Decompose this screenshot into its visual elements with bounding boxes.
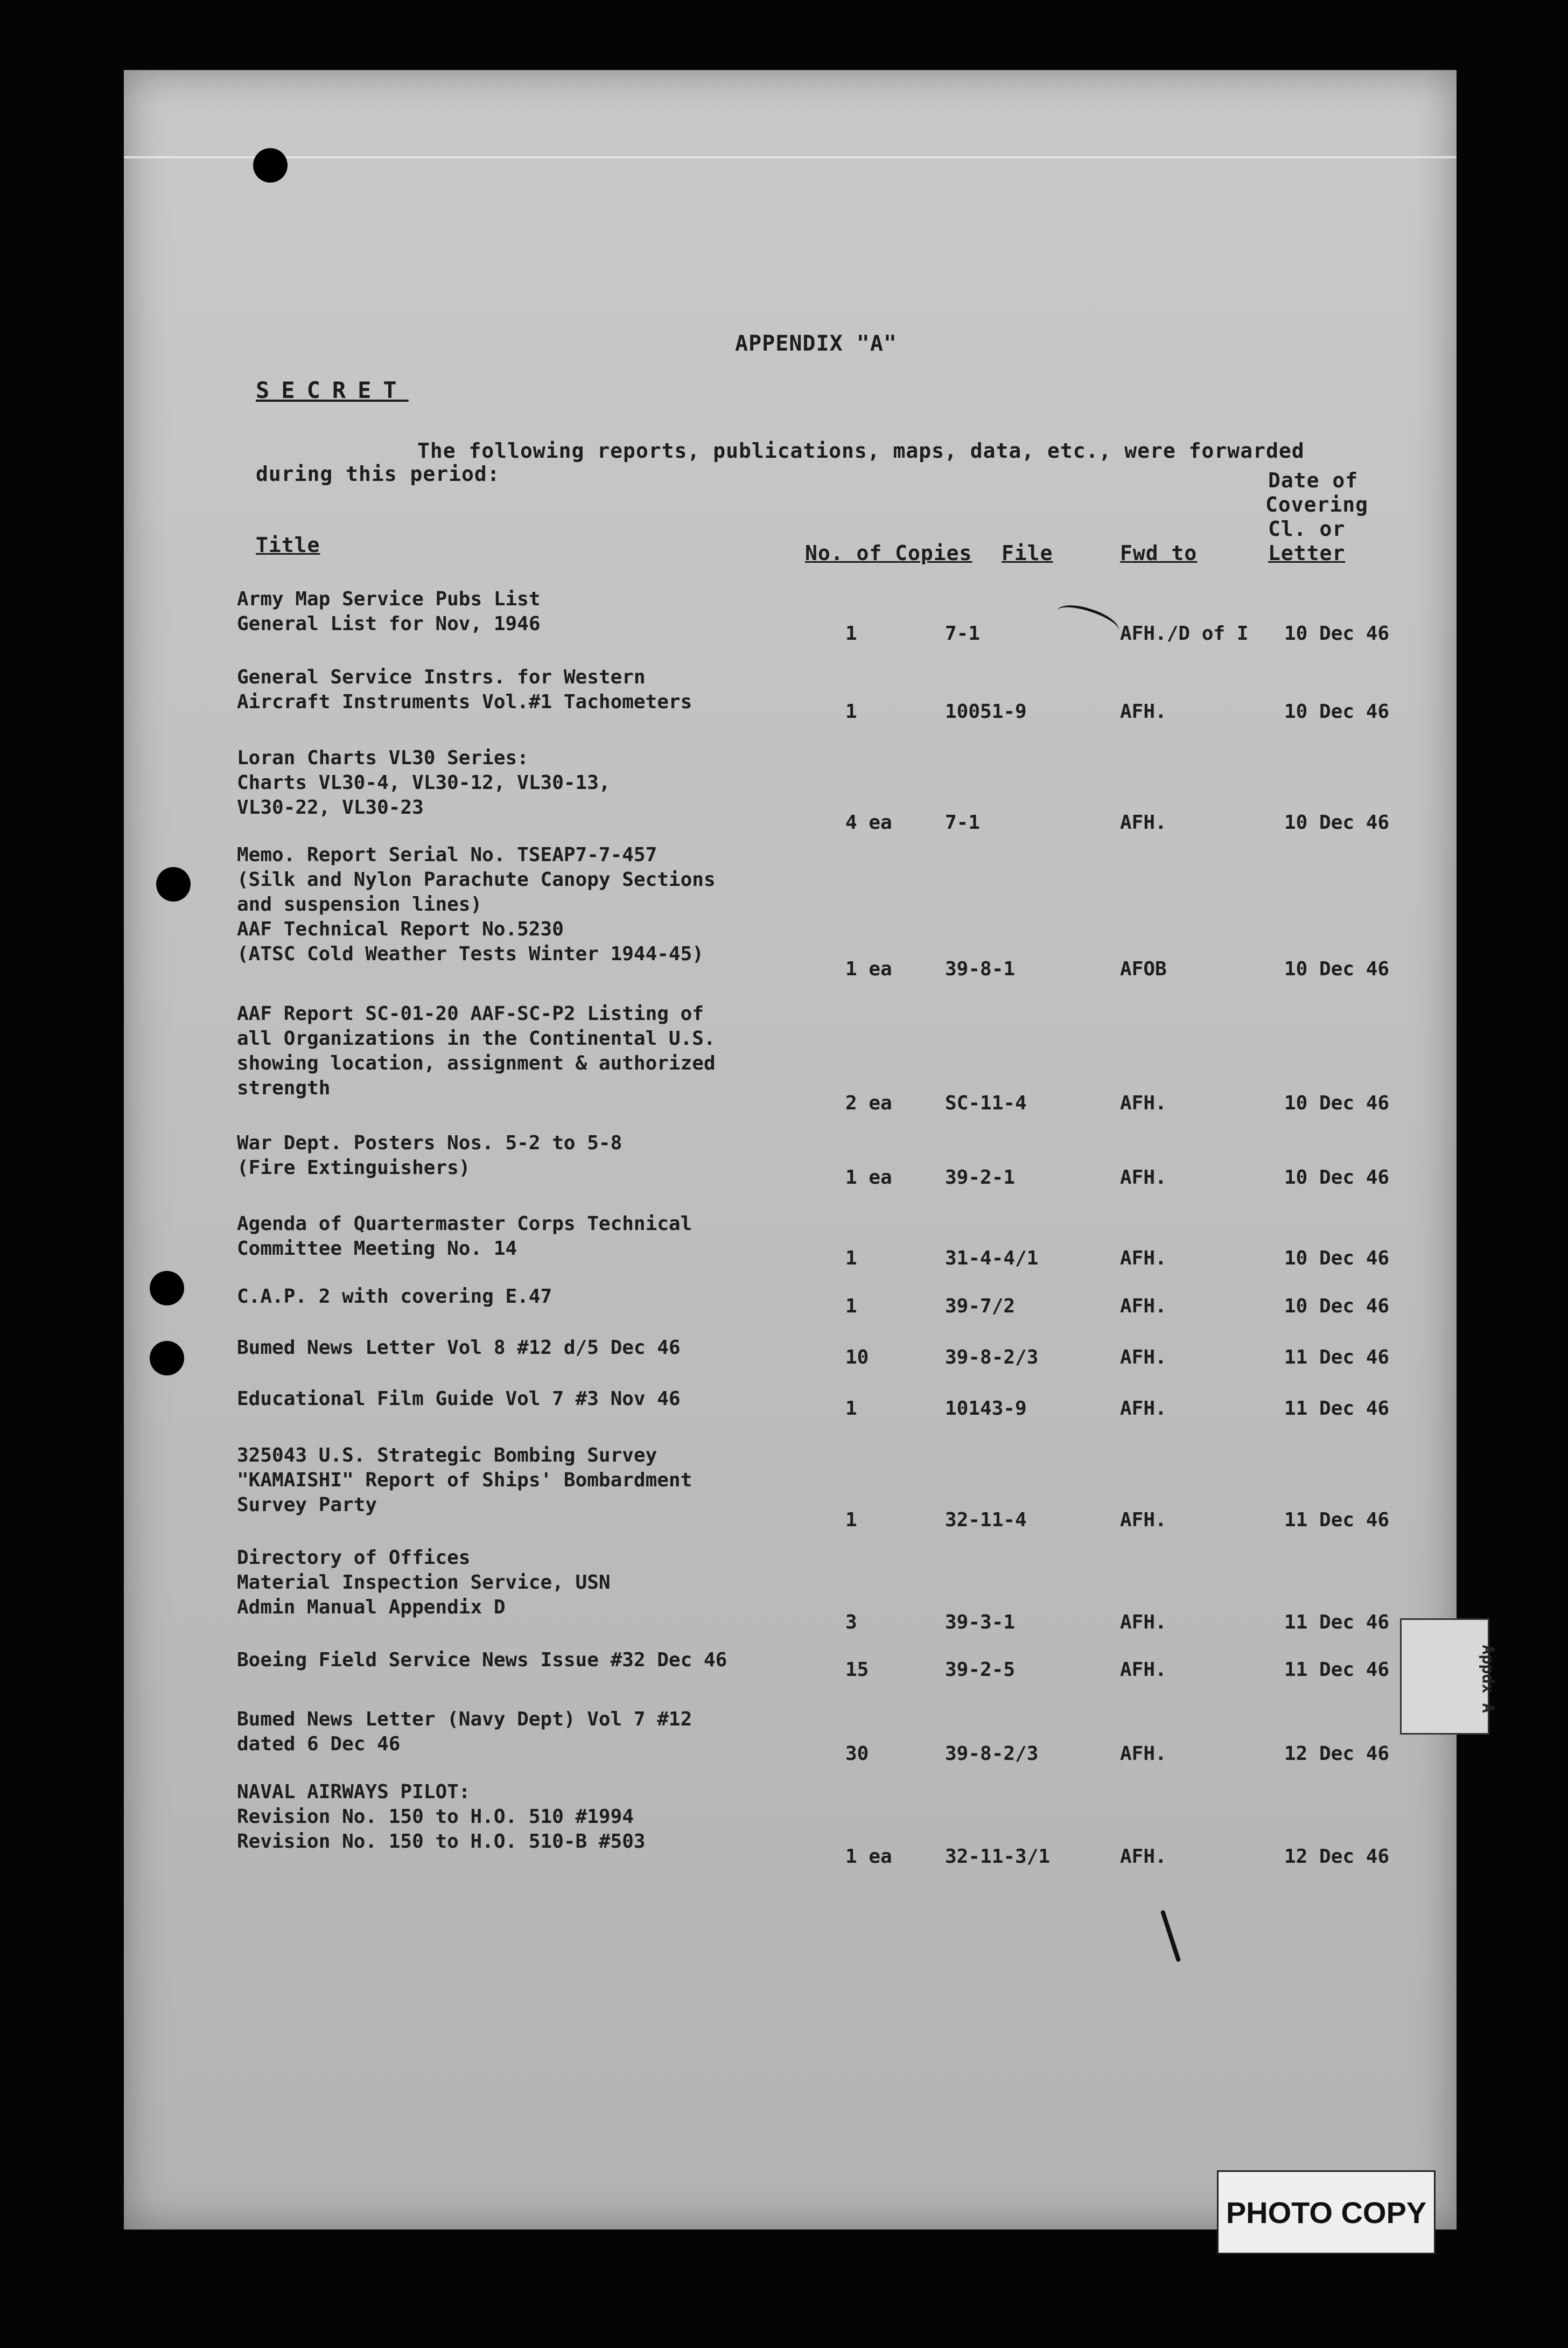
date-col-head-3: Cl. or bbox=[1268, 517, 1346, 541]
entry-date: 11 Dec 46 bbox=[1284, 1346, 1390, 1368]
entry-file: 10143-9 bbox=[945, 1397, 1027, 1420]
entry-date: 11 Dec 46 bbox=[1284, 1659, 1390, 1681]
date-col-head-4: Letter bbox=[1268, 541, 1346, 565]
date-col-head-2: Covering bbox=[1265, 493, 1369, 516]
copies-col-head: No. of Copies bbox=[805, 541, 972, 565]
date-col-head-1: Date of bbox=[1268, 469, 1359, 492]
entry-date: 10 Dec 46 bbox=[1284, 1295, 1390, 1317]
punch-hole-top bbox=[253, 148, 288, 183]
entry-file: 39-2-5 bbox=[945, 1659, 1016, 1681]
entry-date: 11 Dec 46 bbox=[1284, 1397, 1390, 1420]
entry-copies: 1 ea bbox=[845, 958, 892, 980]
entry-fwd-to: AFH. bbox=[1120, 1743, 1167, 1765]
appendix-heading: APPENDIX "A" bbox=[735, 331, 897, 356]
entry-copies: 10 bbox=[845, 1346, 869, 1368]
entry-copies: 1 bbox=[845, 1295, 857, 1317]
title-col-head: Title bbox=[256, 533, 320, 557]
file-col-head: File bbox=[1002, 541, 1053, 565]
punch-hole-lower-1 bbox=[150, 1271, 184, 1305]
entry-copies: 2 ea bbox=[845, 1092, 892, 1114]
entry-fwd-to: AFH. bbox=[1120, 1346, 1167, 1368]
fwd-col-head: Fwd to bbox=[1120, 541, 1198, 565]
entry-file: 39-8-2/3 bbox=[945, 1743, 1039, 1765]
entry-fwd-to: AFH./D of I bbox=[1120, 623, 1249, 645]
entry-fwd-to: AFH. bbox=[1120, 701, 1167, 723]
entry-fwd-to: AFH. bbox=[1120, 1611, 1167, 1633]
entry-title: AAF Report SC-01-20 AAF-SC-P2 Listing of all Organizations in the Continental U.S. showing location, assignment & authorized strength bbox=[237, 1003, 716, 1099]
entry-file: 32-11-4 bbox=[945, 1509, 1027, 1531]
entry-copies: 15 bbox=[845, 1659, 869, 1681]
entry-title: Directory of Offices Material Inspection Service, USN Admin Manual Appendix D bbox=[237, 1547, 611, 1618]
entry-fwd-to: AFH. bbox=[1120, 1247, 1167, 1269]
fold-line bbox=[124, 156, 1457, 158]
entry-title: Memo. Report Serial No. TSEAP7-7-457 (Silk and Nylon Parachute Canopy Sections and suspension lines) AAF Technical Report No.5230 (ATSC Cold Weather Tests Winter 1944-45) bbox=[237, 844, 716, 965]
punch-hole-lower-2 bbox=[150, 1341, 184, 1375]
entry-copies: 30 bbox=[845, 1743, 869, 1765]
entry-title: Loran Charts VL30 Series: Charts VL30-4, VL30-12, VL30-13, VL30-22, VL30-23 bbox=[237, 747, 611, 819]
intro-line-2: during this period: bbox=[256, 462, 500, 486]
entry-fwd-to: AFOB bbox=[1120, 958, 1167, 980]
entry-copies: 1 bbox=[845, 701, 857, 723]
entry-copies: 1 ea bbox=[845, 1846, 892, 1868]
entry-copies: 1 bbox=[845, 1509, 857, 1531]
entry-date: 11 Dec 46 bbox=[1284, 1509, 1390, 1531]
entry-file: 32-11-3/1 bbox=[945, 1846, 1051, 1868]
entry-file: 10051-9 bbox=[945, 701, 1027, 723]
entry-title: C.A.P. 2 with covering E.47 bbox=[237, 1285, 552, 1308]
entry-date: 10 Dec 46 bbox=[1284, 701, 1390, 723]
entry-file: 7-1 bbox=[945, 812, 981, 834]
entry-file: 39-8-1 bbox=[945, 958, 1016, 980]
entry-date: 10 Dec 46 bbox=[1284, 623, 1390, 645]
entry-title: War Dept. Posters Nos. 5-2 to 5-8 (Fire Extinguishers) bbox=[237, 1132, 622, 1179]
entry-title: Educational Film Guide Vol 7 #3 Nov 46 bbox=[237, 1388, 681, 1410]
entry-title: 325043 U.S. Strategic Bombing Survey "KAMAISHI" Report of Ships' Bombardment Survey Party bbox=[237, 1444, 692, 1516]
entry-copies: 1 bbox=[845, 623, 857, 645]
entry-date: 11 Dec 46 bbox=[1284, 1611, 1390, 1633]
entry-title: Army Map Service Pubs List General List for Nov, 1946 bbox=[237, 588, 541, 635]
entry-title: Bumed News Letter Vol 8 #12 d/5 Dec 46 bbox=[237, 1337, 681, 1359]
entry-title: General Service Instrs. for Western Aircraft Instruments Vol.#1 Tachometers bbox=[237, 666, 692, 713]
entry-date: 10 Dec 46 bbox=[1284, 1166, 1390, 1189]
entry-fwd-to: AFH. bbox=[1120, 1846, 1167, 1868]
entry-fwd-to: AFH. bbox=[1120, 1509, 1167, 1531]
entry-file: 31-4-4/1 bbox=[945, 1247, 1039, 1269]
entry-date: 12 Dec 46 bbox=[1284, 1743, 1390, 1765]
entry-file: 39-3-1 bbox=[945, 1611, 1016, 1633]
entry-title: Bumed News Letter (Navy Dept) Vol 7 #12 dated 6 Dec 46 bbox=[237, 1708, 692, 1755]
entry-fwd-to: AFH. bbox=[1120, 1166, 1167, 1189]
entry-copies: 1 ea bbox=[845, 1166, 892, 1189]
entry-fwd-to: AFH. bbox=[1120, 1659, 1167, 1681]
entry-file: 7-1 bbox=[945, 623, 981, 645]
intro-line-1: The following reports, publications, maps, data, etc., were forwarded bbox=[417, 439, 1305, 463]
entry-file: 39-7/2 bbox=[945, 1295, 1016, 1317]
entry-fwd-to: AFH. bbox=[1120, 1397, 1167, 1420]
entry-file: SC-11-4 bbox=[945, 1092, 1027, 1114]
entry-copies: 1 bbox=[845, 1397, 857, 1420]
punch-hole-middle bbox=[156, 867, 191, 902]
entry-file: 39-2-1 bbox=[945, 1166, 1016, 1189]
entry-fwd-to: AFH. bbox=[1120, 1295, 1167, 1317]
entry-date: 10 Dec 46 bbox=[1284, 812, 1390, 834]
classification-marking: SECRET bbox=[256, 377, 409, 403]
appendix-tab bbox=[1400, 1618, 1489, 1735]
entry-copies: 3 bbox=[845, 1611, 857, 1633]
photo-copy-stamp: PHOTO COPY bbox=[1217, 2170, 1436, 2254]
entry-title: NAVAL AIRWAYS PILOT: Revision No. 150 to H.O. 510 #1994 Revision No. 150 to H.O. 510-B #503 bbox=[237, 1781, 646, 1853]
entry-date: 10 Dec 46 bbox=[1284, 958, 1390, 980]
entry-file: 39-8-2/3 bbox=[945, 1346, 1039, 1368]
entry-copies: 1 bbox=[845, 1247, 857, 1269]
entry-date: 10 Dec 46 bbox=[1284, 1092, 1390, 1114]
entry-date: 10 Dec 46 bbox=[1284, 1247, 1390, 1269]
entry-copies: 4 ea bbox=[845, 812, 892, 834]
entry-date: 12 Dec 46 bbox=[1284, 1846, 1390, 1868]
entry-title: Boeing Field Service News Issue #32 Dec 46 bbox=[237, 1649, 727, 1671]
entry-title: Agenda of Quartermaster Corps Technical Committee Meeting No. 14 bbox=[237, 1213, 692, 1260]
entry-fwd-to: AFH. bbox=[1120, 812, 1167, 834]
entry-fwd-to: AFH. bbox=[1120, 1092, 1167, 1114]
appendix-tab-label: Appdx A bbox=[1478, 1645, 1497, 1713]
